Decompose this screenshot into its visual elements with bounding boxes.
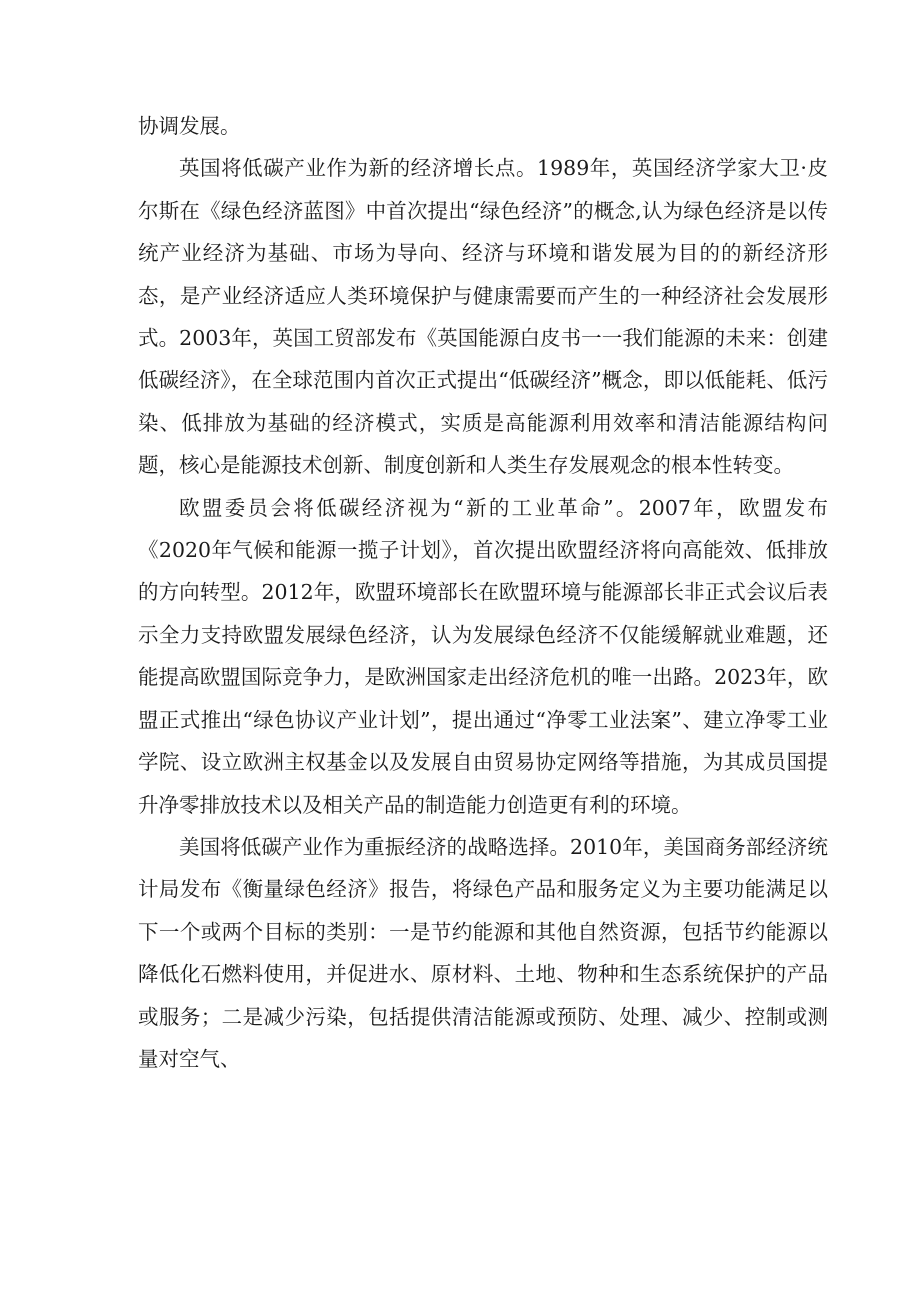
paragraph-us: 美国将低碳产业作为重振经济的战略选择。2010年，美国商务部经济统计局发布《衡量绿色经济》报告，将绿色产品和服务定义为主要功能满足以下一个或两个目标的类别：一是节约能源和其他自然资源，包括节约能源以降低化石燃料使用，并促进水、原材料、土地、物种和生态系统保护的产品或服务；二是减少污染，包括提供清洁能源或预防、处理、减少、控制或测量对空气、 — [138, 834, 828, 1071]
document-body — [138, 105, 828, 1080]
paragraph-eu: 欧盟委员会将低碳经济视为“新的工业革命”。2007年，欧盟发布《2020年气候和能源一揽子计划》，首次提出欧盟经济将向高能效、低排放的方向转型。2012年，欧盟环境部长在欧盟环境与能源部长非正式会议后表示全力支持欧盟发展绿色经济，认为发展绿色经济不仅能缓解就业难题，还能提高欧盟国际竞争力，是欧洲国家走出经济危机的唯一出路。2023年，欧盟正式推出“绿色协议产业计划”，提出通过“净零工业法案”、建立净零工业学院、设立欧洲主权基金以及发展自由贸易协定网络等措施，为其成员国提升净零排放技术以及相关产品的制造能力创造更有利的环境。 — [138, 495, 828, 817]
paragraph-uk: 英国将低碳产业作为新的经济增长点。1989年，英国经济学家大卫·皮尔斯在《绿色经济蓝图》中首次提出“绿色经济”的概念,认为绿色经济是以传统产业经济为基础、市场为导向、经济与环境和谐发展为目的的新经济形态，是产业经济适应人类环境保护与健康需要而产生的一种经济社会发展形式。2003年，英国工贸部发布《英国能源白皮书一一我们能源的未来：创建低碳经济》，在全球范围内首次正式提出“低碳经济”概念，即以低能耗、低污染、低排放为基础的经济模式，实质是高能源利用效率和清洁能源结构问题，核心是能源技术创新、制度创新和人类生存发展观念的根本性转变。 — [138, 156, 828, 478]
paragraph-continuation: 协调发展。 — [138, 114, 241, 138]
